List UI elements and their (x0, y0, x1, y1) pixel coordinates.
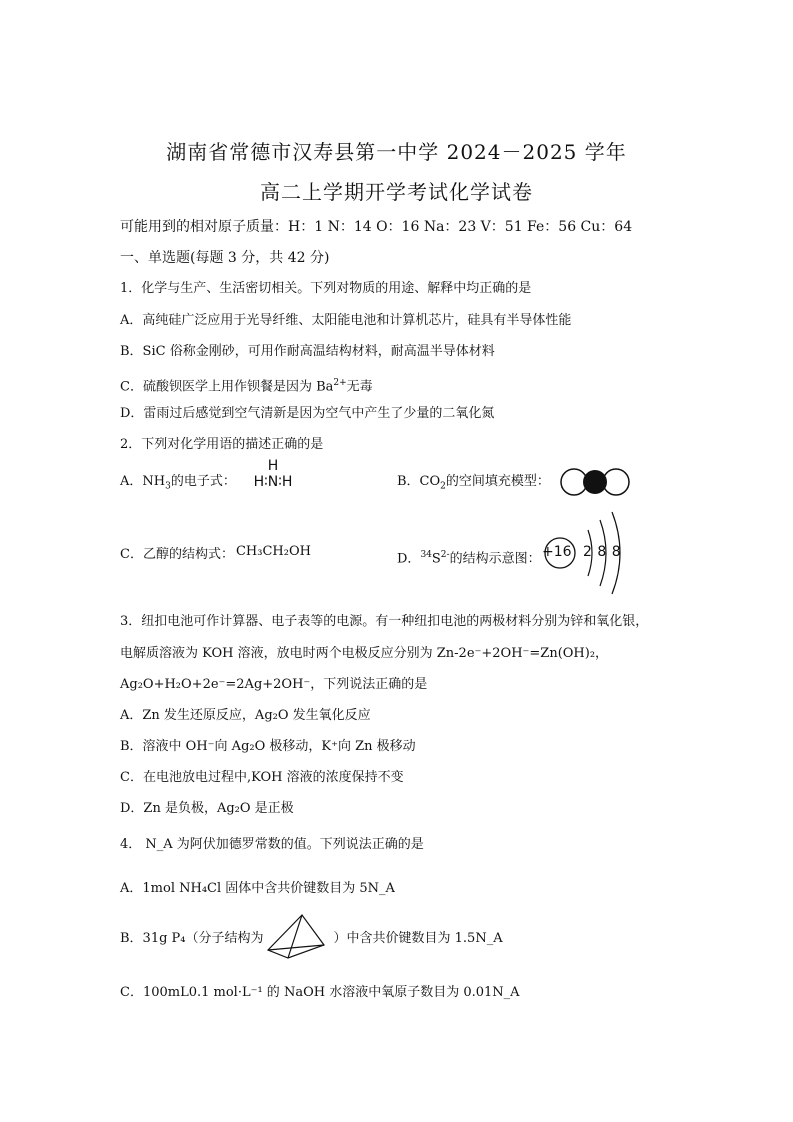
title-line-1: 湖南省常德市汉寿县第一中学 2024－2025 学年 (166, 140, 627, 164)
s-symbol: S (431, 551, 441, 567)
nh3-electron-formula (238, 458, 308, 490)
q2-a-text: A．NH (120, 474, 166, 489)
q3-option-a: A．Zn 发生还原反应，Ag₂O 发生氧化反应 (120, 708, 371, 723)
title-line-2: 高二上学期开学考试化学试卷 (260, 180, 533, 204)
s-mass-number: 34 (420, 550, 432, 560)
co2-space-filling-model (556, 466, 634, 498)
q2-b-text: B．CO (397, 474, 441, 489)
q2-d-text: D． (397, 551, 421, 567)
q1-stem: 1．化学与生产、生活密切相关。下列对物质的用途、解释中均正确的是 (120, 281, 532, 296)
nucleus-charge: +16 (542, 544, 572, 560)
q2-c-text: C．乙醇的结构式： (120, 547, 234, 562)
q3-stem-2: 电解质溶液为 KOH 溶液，放电时两个电极反应分别为 Zn-2e⁻+2OH⁻=Zn(OH)₂， (120, 646, 609, 661)
ethanol-formula: CH₃CH₂OH (235, 544, 311, 559)
q2-d-text-end: 的结构示意图： (449, 551, 541, 567)
nh3-mid-row: H∶N∶H (253, 474, 293, 490)
q2-stem: 2．下列对化学用语的描述正确的是 (120, 437, 324, 452)
q1-option-c-text: C．硫酸钡医学上用作钡餐是因为 Ba (120, 379, 334, 395)
ba-charge: 2+ (333, 378, 347, 388)
q1-option-d: D．雷雨过后感觉到空气清新是因为空气中产生了少量的二氧化氮 (120, 406, 495, 421)
q4-option-c: C．100mL0.1 mol·L⁻¹ 的 NaOH 水溶液中氧原子数目为 0.01N_A (120, 985, 520, 1000)
section-heading: 一、单选题(每题 3 分，共 42 分) (120, 250, 330, 266)
q2-a-sub: 3 (165, 481, 171, 492)
atomic-masses: 可能用到的相对原子质量：H：1 N：14 O：16 Na：23 V：51 Fe：56 Cu：64 (120, 219, 633, 235)
q2-a-text-end: 的电子式： (170, 474, 236, 489)
s-charge: 2- (440, 550, 450, 560)
q2-option-a (120, 473, 236, 496)
q1-option-c-text-end: 无毒 (346, 379, 373, 395)
q4-stem: 4． N_A 为阿伏加德罗常数的值。下列说法正确的是 (120, 837, 424, 852)
q2-option-c (120, 546, 311, 564)
q3-stem-1: 3．纽扣电池可作计算器、电子表等的电源。有一种纽扣电池的两极材料分别为锌和氧化银， (120, 614, 649, 629)
q3-option-c: C．在电池放电过程中,KOH 溶液的浓度保持不变 (120, 770, 404, 785)
q3-option-b: B．溶液中 OH⁻向 Ag₂O 极移动，K⁺向 Zn 极移动 (120, 739, 416, 754)
q4-b-text: B．31g P₄（分子结构为 (120, 931, 264, 946)
p4-tetrahedron-diagram (262, 912, 328, 960)
q1-option-b: B．SiC 俗称金刚砂，可用作耐高温结构材料，耐高温半导体材料 (120, 344, 495, 359)
q3-stem-3: Ag₂O+H₂O+2e⁻=2Ag+2OH⁻，下列说法正确的是 (120, 677, 428, 692)
q2-b-text-end: 的空间填充模型： (445, 474, 550, 489)
q4-b-text-end: ）中含共价键数目为 1.5N_A (333, 931, 503, 946)
nh3-top-h: H (267, 458, 279, 474)
q2-option-d (397, 546, 541, 568)
q2-option-b (397, 473, 550, 496)
q4-option-a: A．1mol NH₄Cl 固体中含共价键数目为 5N_A (120, 881, 395, 896)
q3-option-d: D．Zn 是负极，Ag₂O 是正极 (120, 801, 294, 816)
q2-b-sub: 2 (440, 481, 446, 492)
q1-option-c (120, 374, 373, 396)
electron-shells: 2 8 8 (583, 544, 621, 560)
q1-option-a: A．高纯硅广泛应用于光导纤维、太阳能电池和计算机芯片，硅具有半导体性能 (120, 313, 572, 328)
